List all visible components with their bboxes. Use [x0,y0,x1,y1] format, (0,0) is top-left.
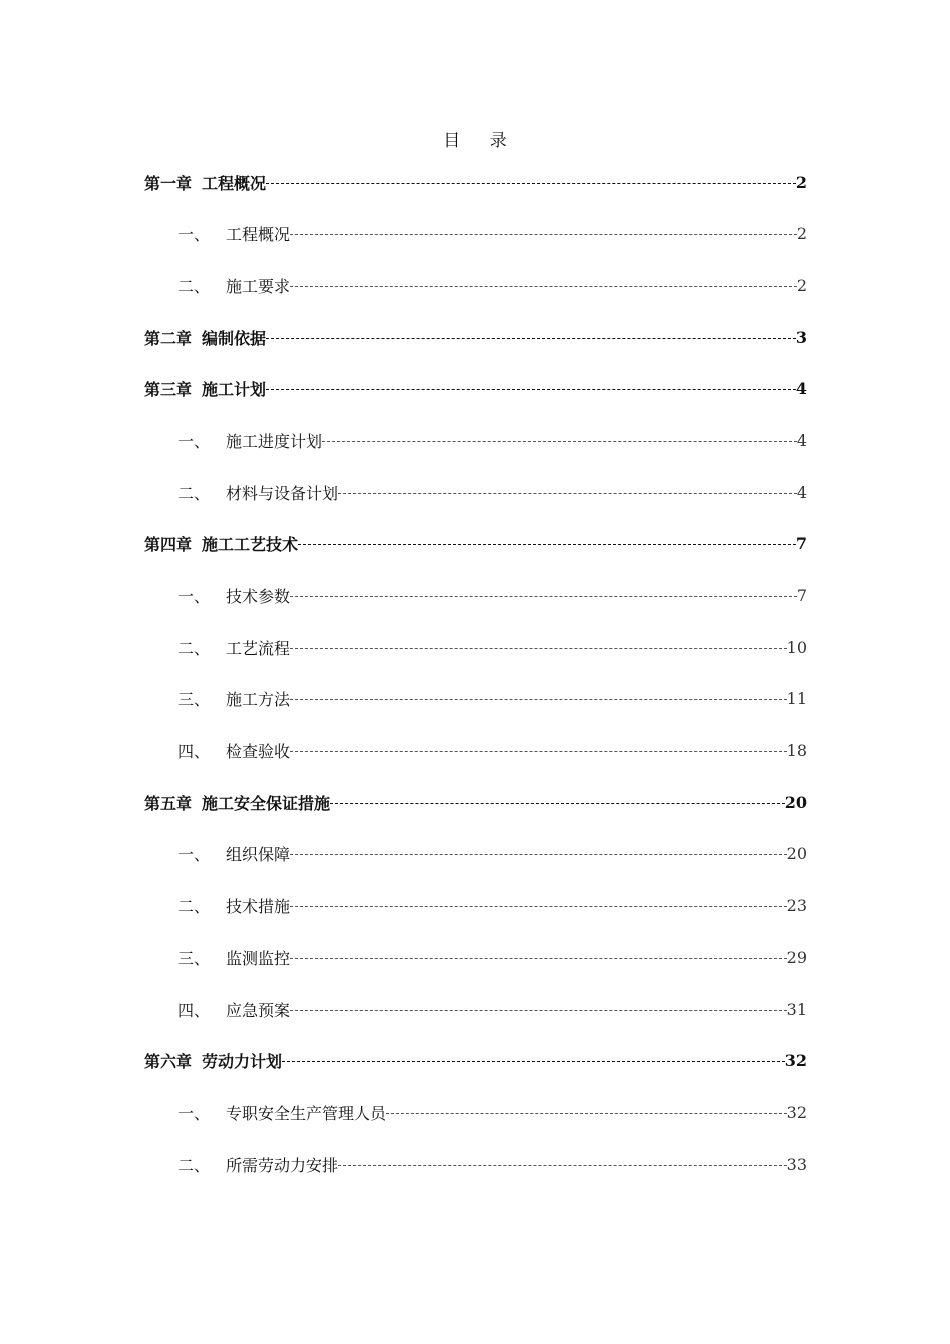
toc-section-entry[interactable] [144,993,807,1045]
toc-entry-row [144,476,807,508]
toc-section-entry[interactable] [144,683,807,735]
dotted-leader [386,1113,787,1114]
toc-entry-row [144,218,807,250]
toc-entry-number: 第六章 [144,1052,193,1072]
toc-entry-number: 三、 [178,948,211,968]
toc-section-entry[interactable] [144,580,807,632]
toc-entry-number: 一、 [178,845,211,865]
toc-entry-number: 第四章 [144,535,193,555]
toc-section-entry[interactable] [144,1096,807,1148]
toc-entry-row [144,683,807,715]
toc-entry-title: 施工安全保证措施 [202,793,331,813]
toc-section-entry[interactable] [144,1148,807,1200]
toc-entry-page-number: 29 [786,947,807,967]
toc-chapter-entry[interactable] [144,373,807,425]
toc-section-entry[interactable] [144,476,807,528]
toc-chapter-entry[interactable] [144,786,807,838]
toc-entry-row [144,1045,807,1077]
toc-entry-title: 劳动力计划 [202,1052,283,1072]
toc-entry-number: 第二章 [144,328,193,348]
toc-entry-title: 编制依据 [202,328,267,348]
toc-entry-title: 技术参数 [226,587,291,606]
dotted-leader [290,648,787,649]
dotted-leader [290,906,787,907]
toc-entry-page-number: 23 [786,896,807,916]
dotted-leader [338,1165,787,1166]
toc-entry-number: 二、 [178,1155,211,1175]
toc-entry-title: 施工要求 [226,276,291,296]
toc-entry-page-number: 10 [786,637,807,657]
dotted-leader [290,751,787,752]
toc-entry-page-number: 32 [786,1102,807,1122]
toc-entry-number: 第五章 [144,793,193,813]
toc-entry-row [144,1148,807,1180]
toc-entry-row [144,424,807,456]
toc-chapter-entry[interactable] [144,528,807,580]
toc-chapter-entry[interactable] [144,166,807,218]
toc-section-entry[interactable] [144,424,807,476]
toc-section-entry[interactable] [144,838,807,890]
toc-entry-page-number: 11 [786,689,807,709]
toc-entry-title: 应急预案 [226,1000,291,1020]
dotted-leader [290,234,797,235]
toc-entry-page-number: 7 [796,586,807,605]
dotted-leader [266,183,796,184]
toc-entry-row [144,838,807,870]
toc-entry-number: 二、 [178,276,211,296]
toc-entry-row [144,1096,807,1128]
toc-entry-title: 工程概况 [202,173,267,193]
toc-entry-title: 施工工艺技术 [202,535,299,555]
toc-entry-number: 一、 [178,1103,211,1123]
toc-entry-page-number: 4 [795,379,807,399]
toc-entry-title: 技术措施 [226,897,291,917]
toc-entry-row [144,941,807,973]
dotted-leader [290,286,797,287]
toc-entry-number: 二、 [178,897,211,917]
toc-entry-row [144,528,807,560]
toc-entry-row [144,580,807,612]
toc-entry-page-number: 33 [786,1154,807,1174]
dotted-leader [290,958,787,959]
toc-entry-number: 一、 [178,587,211,606]
toc-list [144,166,807,1200]
toc-section-entry[interactable] [144,735,807,787]
toc-entry-title: 施工进度计划 [226,431,323,451]
toc-entry-page-number: 2 [796,275,807,295]
toc-entry-page-number: 31 [786,999,807,1019]
dotted-leader [290,699,787,700]
toc-entry-number: 一、 [178,225,211,245]
dotted-leader [290,854,787,855]
toc-entry-page-number: 4 [796,482,807,502]
toc-entry-page-number: 4 [796,430,807,450]
toc-entry-row [144,321,807,353]
toc-entry-title: 工艺流程 [226,638,291,658]
toc-entry-row [144,735,807,767]
toc-entry-row [144,993,807,1025]
dotted-leader [290,1010,787,1011]
dotted-leader [290,596,797,597]
toc-entry-page-number: 32 [784,1051,807,1071]
toc-entry-page-number: 2 [796,224,807,244]
toc-entry-number: 二、 [178,638,211,658]
dotted-leader [266,389,796,390]
toc-entry-page-number: 2 [795,172,807,192]
dotted-leader [338,493,797,494]
toc-chapter-entry[interactable] [144,321,807,373]
toc-entry-title: 监测监控 [226,948,291,968]
toc-entry-title: 施工方法 [226,690,291,710]
toc-chapter-entry[interactable] [144,1045,807,1097]
toc-entry-row [144,373,807,405]
toc-section-entry[interactable] [144,941,807,993]
dotted-leader [266,338,796,339]
toc-entry-number: 三、 [178,690,211,710]
dotted-leader [330,803,785,804]
dotted-leader [282,1061,785,1062]
toc-entry-title: 施工计划 [202,380,267,400]
dotted-leader [298,544,796,545]
toc-section-entry[interactable] [144,890,807,942]
toc-entry-number: 一、 [178,431,211,451]
toc-entry-title: 工程概况 [226,225,291,245]
toc-entry-page-number: 20 [786,844,807,864]
toc-title: 目 录 [443,131,519,151]
toc-entry-page-number: 20 [784,792,807,812]
toc-entry-number: 第三章 [144,380,193,400]
toc-entry-row [144,269,807,301]
toc-entry-row [144,890,807,922]
toc-section-entry[interactable] [144,218,807,270]
toc-section-entry[interactable] [144,631,807,683]
toc-entry-number: 四、 [178,742,211,762]
toc-entry-number: 四、 [178,1000,211,1020]
toc-entry-number: 二、 [178,483,211,503]
toc-entry-number: 第一章 [144,173,193,193]
dotted-leader [322,441,797,442]
toc-entry-title: 组织保障 [226,845,291,865]
toc-entry-title: 检查验收 [226,742,291,762]
toc-entry-title: 材料与设备计划 [226,483,339,503]
toc-entry-page-number: 18 [786,741,807,761]
toc-entry-title: 所需劳动力安排 [226,1155,339,1175]
toc-entry-row [144,166,807,198]
toc-entry-page-number: 7 [795,534,807,554]
toc-entry-page-number: 3 [795,327,807,347]
toc-entry-row [144,786,807,818]
toc-entry-row [144,631,807,663]
toc-section-entry[interactable] [144,269,807,321]
toc-entry-title: 专职安全生产管理人员 [226,1103,387,1123]
